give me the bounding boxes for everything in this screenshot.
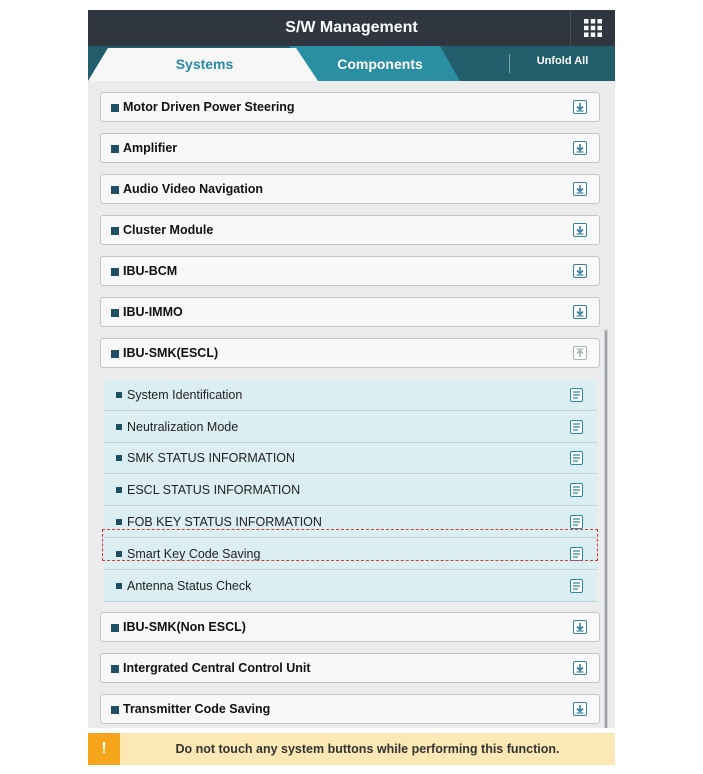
bullet-icon <box>116 392 122 398</box>
bullet-icon <box>111 227 119 235</box>
sub-item-row[interactable] <box>104 443 597 474</box>
download-icon[interactable] <box>573 620 587 634</box>
bullet-icon <box>116 455 122 461</box>
document-icon <box>570 515 583 529</box>
system-label: Amplifier <box>123 141 178 155</box>
download-icon[interactable] <box>573 182 587 196</box>
system-row-expanded[interactable] <box>100 338 600 368</box>
sw-management-panel <box>88 10 615 728</box>
bullet-icon <box>111 268 119 276</box>
bullet-icon <box>111 706 119 714</box>
system-row[interactable] <box>100 297 600 327</box>
grid-icon <box>584 19 602 37</box>
sub-item-row[interactable] <box>104 507 597 538</box>
sub-item-row[interactable] <box>104 571 597 602</box>
warning-text: Do not touch any system buttons while performing this function. <box>175 742 560 756</box>
warning-icon: ! <box>88 733 120 765</box>
tab-components-label: Components <box>337 56 423 72</box>
bullet-icon <box>111 186 119 194</box>
bullet-icon <box>116 583 122 589</box>
download-icon[interactable] <box>573 223 587 237</box>
system-row[interactable] <box>100 133 600 163</box>
unfold-all-button[interactable]: Unfold All <box>536 55 589 67</box>
tab-bar <box>88 46 615 81</box>
system-label: Transmitter Code Saving <box>123 702 271 716</box>
system-label: Intergrated Central Control Unit <box>123 661 311 675</box>
warning-banner <box>88 733 615 765</box>
scrollbar-thumb[interactable] <box>605 331 607 728</box>
page-title: S/W Management <box>285 19 418 36</box>
system-row[interactable] <box>100 92 600 122</box>
bullet-icon <box>116 424 122 430</box>
download-icon[interactable] <box>573 702 587 716</box>
sub-item-label: Neutralization Mode <box>127 420 239 434</box>
download-icon[interactable] <box>573 305 587 319</box>
tab-systems-label: Systems <box>175 56 234 72</box>
title-bar <box>88 10 615 46</box>
document-icon <box>570 420 583 434</box>
bullet-icon <box>111 665 119 673</box>
sub-item-label: SMK STATUS INFORMATION <box>127 451 296 465</box>
sub-item-label: System Identification <box>127 388 243 402</box>
sub-item-row[interactable] <box>104 412 597 443</box>
system-row[interactable] <box>100 653 600 683</box>
download-icon[interactable] <box>573 141 587 155</box>
download-icon[interactable] <box>573 661 587 675</box>
system-label: IBU-IMMO <box>123 305 183 319</box>
download-icon[interactable] <box>573 264 587 278</box>
bullet-icon <box>111 624 119 632</box>
system-label: IBU-BCM <box>123 264 178 278</box>
sub-item-label: Smart Key Code Saving <box>127 547 261 561</box>
bullet-icon <box>111 309 119 317</box>
sub-item-label: ESCL STATUS INFORMATION <box>127 483 301 497</box>
sub-item-row-selected[interactable] <box>104 539 597 570</box>
sub-item-row[interactable] <box>104 380 597 411</box>
document-icon <box>570 579 583 593</box>
document-icon <box>570 547 583 561</box>
system-row[interactable] <box>100 612 600 642</box>
sub-item-label: FOB KEY STATUS INFORMATION <box>127 515 322 529</box>
system-label: IBU-SMK(ESCL) <box>123 346 219 360</box>
system-row[interactable] <box>100 174 600 204</box>
bullet-icon <box>111 104 119 112</box>
system-label: Motor Driven Power Steering <box>123 100 295 114</box>
system-list <box>88 81 615 728</box>
system-label: Cluster Module <box>123 223 214 237</box>
download-icon[interactable] <box>573 100 587 114</box>
bullet-icon <box>111 350 119 358</box>
sub-item-label: Antenna Status Check <box>127 579 252 593</box>
document-icon <box>570 388 583 402</box>
bullet-icon <box>111 145 119 153</box>
system-label: Audio Video Navigation <box>123 182 264 196</box>
system-row[interactable] <box>100 256 600 286</box>
bullet-icon <box>116 519 122 525</box>
document-icon <box>570 483 583 497</box>
system-label: IBU-SMK(Non ESCL) <box>123 620 246 634</box>
bullet-icon <box>116 487 122 493</box>
document-icon <box>570 451 583 465</box>
system-row[interactable] <box>100 215 600 245</box>
bullet-icon <box>116 551 122 557</box>
sub-item-row[interactable] <box>104 475 597 506</box>
upload-icon[interactable] <box>573 346 587 360</box>
system-row[interactable] <box>100 694 600 724</box>
menu-button[interactable] <box>570 10 615 46</box>
sub-item-list <box>104 380 597 602</box>
